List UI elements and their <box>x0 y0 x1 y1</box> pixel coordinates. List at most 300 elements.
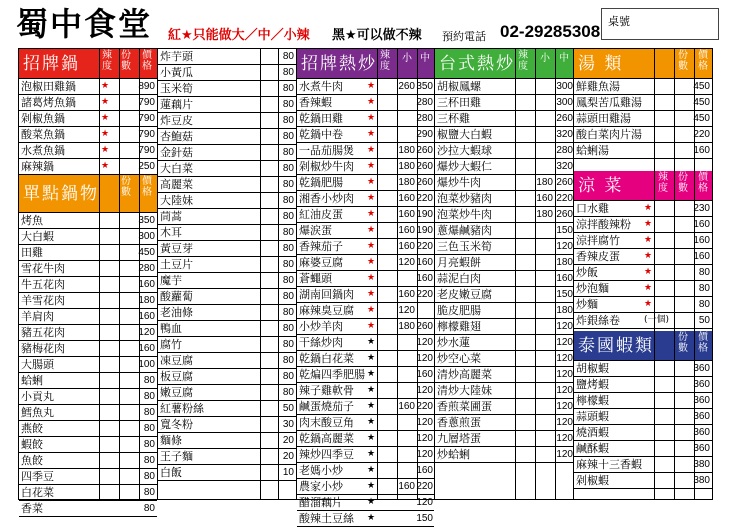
menu-item[interactable] <box>297 111 434 127</box>
item-name: 白花菜 <box>21 486 54 499</box>
price-small <box>395 335 417 350</box>
menu-item[interactable] <box>19 437 157 453</box>
item-name: 豬五花肉 <box>21 326 65 339</box>
spicy-star-black: ★ <box>367 417 376 427</box>
item-name: 炒蛤蜊 <box>437 448 470 461</box>
menu-item[interactable] <box>435 303 573 319</box>
price-small <box>395 463 417 478</box>
item-price: 80 <box>282 259 294 270</box>
price-small <box>533 319 555 334</box>
menu-item[interactable] <box>574 473 712 489</box>
price-medium: 280 <box>416 97 433 108</box>
menu-item[interactable] <box>158 177 296 193</box>
menu-item[interactable] <box>297 495 434 511</box>
price-small: 180 <box>398 321 415 332</box>
item-price: 220 <box>693 129 710 140</box>
menu-item[interactable] <box>158 465 296 481</box>
menu-item[interactable] <box>574 313 712 329</box>
small-header: 小 <box>402 53 412 64</box>
price-small <box>395 495 417 510</box>
menu-item[interactable] <box>158 449 296 465</box>
price-medium: 260 <box>556 177 573 188</box>
menu-item[interactable] <box>297 79 434 95</box>
item-price: 80 <box>282 307 294 318</box>
spicy-header: 辣度 <box>102 50 112 72</box>
price-medium: 120 <box>416 417 433 428</box>
price-medium: 180 <box>556 305 573 316</box>
menu-item[interactable] <box>297 431 434 447</box>
item-name: 脆皮肥腸 <box>437 304 481 317</box>
menu-item[interactable] <box>574 393 712 409</box>
menu-item[interactable] <box>574 233 712 249</box>
menu-item[interactable] <box>297 399 434 415</box>
spicy-star-black: ★ <box>367 337 376 347</box>
menu-item[interactable] <box>435 287 573 303</box>
menu-item[interactable] <box>19 293 157 309</box>
item-name: 香辣皮蛋 <box>576 250 620 263</box>
menu-item[interactable] <box>435 431 573 447</box>
menu-item[interactable] <box>574 95 712 111</box>
spicy-star: ★ <box>101 145 110 155</box>
menu-item[interactable] <box>435 175 573 191</box>
item-price: 360 <box>693 427 710 438</box>
price-medium: 260 <box>556 209 573 220</box>
menu-item[interactable] <box>19 501 157 517</box>
item-price: 80 <box>282 387 294 398</box>
menu-item[interactable] <box>435 111 573 127</box>
price-small <box>395 95 417 110</box>
menu-item[interactable] <box>574 457 712 473</box>
item-name: 腐竹 <box>160 338 182 351</box>
price-small: 160 <box>398 193 415 204</box>
column-divider <box>99 49 100 499</box>
menu-item[interactable] <box>574 377 712 393</box>
item-name: 木耳 <box>160 226 182 239</box>
item-name: 麻辣臭豆腐 <box>299 304 354 317</box>
menu-item[interactable] <box>297 303 434 319</box>
column-divider <box>654 49 655 499</box>
menu-item[interactable] <box>158 369 296 385</box>
item-name: 燒酒蝦 <box>576 426 609 439</box>
item-name: 豬梅花肉 <box>21 342 65 355</box>
menu-item[interactable] <box>158 305 296 321</box>
price-medium: 220 <box>416 193 433 204</box>
price-medium: 120 <box>556 449 573 460</box>
menu-item[interactable] <box>158 417 296 433</box>
menu-item[interactable] <box>19 261 157 277</box>
menu-item[interactable] <box>19 389 157 405</box>
price-medium: 220 <box>416 401 433 412</box>
spicy-star: ★ <box>101 129 110 139</box>
spicy-star-black: ★ <box>367 465 376 475</box>
menu-item[interactable] <box>158 433 296 449</box>
price-medium: 120 <box>416 433 433 444</box>
menu-item[interactable] <box>297 511 434 527</box>
menu-item[interactable] <box>574 265 712 281</box>
price-small <box>533 159 555 174</box>
price-header: 價格 <box>698 50 708 72</box>
spicy-star-red: ★ <box>367 321 376 331</box>
menu-item[interactable] <box>297 127 434 143</box>
price-medium: 220 <box>416 289 433 300</box>
column-divider <box>139 49 140 499</box>
menu-item[interactable] <box>297 255 434 271</box>
item-name: 老媽小炒 <box>299 464 343 477</box>
menu-item[interactable] <box>19 127 157 143</box>
spicy-header: 辣度 <box>518 50 528 72</box>
menu-item[interactable] <box>158 401 296 417</box>
menu-item[interactable] <box>574 127 712 143</box>
item-name: 土豆片 <box>160 258 193 271</box>
menu-item[interactable] <box>297 143 434 159</box>
spicy-star-black: ★ <box>367 401 376 411</box>
spicy-star-black: ★ <box>367 353 376 363</box>
item-name: 炒飯 <box>576 266 598 279</box>
menu-item[interactable] <box>435 207 573 223</box>
item-price: 80 <box>143 391 155 402</box>
spicy-note-black: 黑★可以做不辣 <box>332 28 422 43</box>
item-price: 80 <box>143 423 155 434</box>
menu-item[interactable] <box>158 65 296 81</box>
item-price: 80 <box>698 283 710 294</box>
item-price: 20 <box>282 451 294 462</box>
menu-item[interactable] <box>19 245 157 261</box>
menu-item[interactable] <box>158 385 296 401</box>
item-name: 老皮嫩豆腐 <box>437 288 492 301</box>
menu-item[interactable] <box>297 271 434 287</box>
menu-item[interactable] <box>297 351 434 367</box>
item-name: 炒水蓮 <box>437 336 470 349</box>
menu-item[interactable] <box>158 321 296 337</box>
menu-item[interactable] <box>435 79 573 95</box>
menu-item[interactable] <box>158 209 296 225</box>
menu-item[interactable] <box>574 249 712 265</box>
menu-item[interactable] <box>574 143 712 159</box>
menu-item[interactable] <box>297 383 434 399</box>
item-name: 口水雞 <box>576 202 609 215</box>
item-name: 沙拉大蝦球 <box>437 144 492 157</box>
menu-item[interactable] <box>19 469 157 485</box>
item-price: 230 <box>693 203 710 214</box>
menu-item[interactable] <box>297 159 434 175</box>
menu-item[interactable] <box>158 337 296 353</box>
price-small <box>533 223 555 238</box>
menu-item[interactable] <box>297 367 434 383</box>
spicy-star: ★ <box>101 97 110 107</box>
item-price: 80 <box>282 243 294 254</box>
menu-item[interactable] <box>158 273 296 289</box>
menu-item[interactable] <box>435 191 573 207</box>
item-price: 160 <box>138 279 155 290</box>
spicy-star-red: ★ <box>367 209 376 219</box>
item-name: 蛤蜊湯 <box>576 144 609 157</box>
menu-item[interactable] <box>297 319 434 335</box>
spicy-star: ★ <box>644 235 653 245</box>
item-name: 三色玉米筍 <box>437 240 492 253</box>
item-price: 160 <box>693 235 710 246</box>
item-name: 大白菜 <box>160 162 193 175</box>
menu-item[interactable] <box>19 229 157 245</box>
menu-item[interactable] <box>19 485 157 501</box>
menu-item[interactable] <box>19 277 157 293</box>
menu-item[interactable] <box>19 111 157 127</box>
portion-header: 份數 <box>678 172 688 194</box>
price-medium: 190 <box>416 225 433 236</box>
menu-item[interactable] <box>158 289 296 305</box>
item-price: 80 <box>282 355 294 366</box>
menu-item[interactable] <box>435 319 573 335</box>
menu-item[interactable] <box>435 399 573 415</box>
item-name: 炒空心菜 <box>437 352 481 365</box>
section-cold-dishes-title: 涼 菜 <box>578 176 624 196</box>
item-name: 王子麵 <box>160 450 193 463</box>
menu-item[interactable] <box>297 95 434 111</box>
item-name: 大白蝦 <box>21 230 54 243</box>
price-small: 120 <box>398 305 415 316</box>
item-price: 80 <box>282 179 294 190</box>
price-medium: 150 <box>416 513 433 524</box>
menu-item[interactable] <box>19 213 157 229</box>
menu-item[interactable] <box>435 271 573 287</box>
spicy-star-red: ★ <box>367 225 376 235</box>
item-name: 鴨血 <box>160 322 182 335</box>
menu-item[interactable] <box>19 453 157 469</box>
price-medium: 120 <box>556 433 573 444</box>
price-medium: 260 <box>416 321 433 332</box>
item-name: 九層塔蛋 <box>437 432 481 445</box>
item-name: 板豆腐 <box>160 370 193 383</box>
menu-item[interactable] <box>574 361 712 377</box>
price-small <box>533 239 555 254</box>
spicy-star-red: ★ <box>367 289 376 299</box>
item-price: 80 <box>282 147 294 158</box>
price-medium: 180 <box>556 257 573 268</box>
spicy-star-black: ★ <box>367 497 376 507</box>
section-thai-shrimp-title: 泰國蝦類 <box>578 336 654 356</box>
price-medium: 120 <box>416 449 433 460</box>
menu-item[interactable] <box>158 193 296 209</box>
column-hotpot <box>18 48 158 515</box>
menu-item[interactable] <box>19 309 157 325</box>
item-price: 450 <box>693 81 710 92</box>
menu-item[interactable] <box>158 353 296 369</box>
menu-item[interactable] <box>574 425 712 441</box>
price-medium: 120 <box>556 353 573 364</box>
price-medium: 320 <box>556 129 573 140</box>
spicy-star-black: ★ <box>367 449 376 459</box>
item-name: 剁椒炒牛肉 <box>299 160 354 173</box>
price-small <box>533 127 555 142</box>
item-price: 380 <box>693 475 710 486</box>
price-small <box>533 431 555 446</box>
price-small <box>395 271 417 286</box>
spicy-star-black: ★ <box>367 513 376 523</box>
price-medium: 350 <box>416 81 433 92</box>
item-name: 魔芋 <box>160 274 182 287</box>
menu-item[interactable] <box>297 239 434 255</box>
menu-item[interactable] <box>297 191 434 207</box>
item-price: 80 <box>143 471 155 482</box>
menu-item[interactable] <box>297 447 434 463</box>
menu-item[interactable] <box>435 415 573 431</box>
menu-item[interactable] <box>435 143 573 159</box>
menu-item[interactable] <box>435 159 573 175</box>
price-small <box>395 351 417 366</box>
item-name: 香辣蝦 <box>299 96 332 109</box>
price-small: 160 <box>398 209 415 220</box>
price-medium: 320 <box>556 161 573 172</box>
item-name: 白飯 <box>160 466 182 479</box>
price-medium: 260 <box>556 113 573 124</box>
item-price: 80 <box>143 375 155 386</box>
item-price: 350 <box>138 215 155 226</box>
item-name: 黃豆芽 <box>160 242 193 255</box>
item-name: 農家小炒 <box>299 480 343 493</box>
menu-item[interactable] <box>435 335 573 351</box>
item-name: 鮮雞魚湯 <box>576 80 620 93</box>
menu-item[interactable] <box>435 127 573 143</box>
item-name: 乾鍋中卷 <box>299 128 343 141</box>
menu-item[interactable] <box>574 281 712 297</box>
menu-item[interactable] <box>297 415 434 431</box>
menu-item[interactable] <box>435 367 573 383</box>
item-name: 爆炒大蝦仁 <box>437 160 492 173</box>
menu-item[interactable] <box>574 409 712 425</box>
item-price: 80 <box>282 83 294 94</box>
menu-item[interactable] <box>19 325 157 341</box>
spicy-star-red: ★ <box>367 81 376 91</box>
menu-item[interactable] <box>19 95 157 111</box>
section-signature-hotpot-title: 招牌鍋 <box>23 54 80 74</box>
price-small: 160 <box>398 401 415 412</box>
menu-item[interactable] <box>158 129 296 145</box>
price-small <box>533 335 555 350</box>
menu-item[interactable] <box>574 79 712 95</box>
price-small <box>395 511 417 526</box>
price-medium: 280 <box>416 113 433 124</box>
menu-item[interactable] <box>297 223 434 239</box>
menu-item[interactable] <box>297 479 434 495</box>
portion-header: 份數 <box>121 176 131 198</box>
menu-item[interactable] <box>297 287 434 303</box>
price-small <box>533 367 555 382</box>
price-header: 價格 <box>698 172 708 194</box>
menu-item[interactable] <box>158 97 296 113</box>
price-medium <box>415 303 435 318</box>
item-name: 涼拌酸辣粉 <box>576 218 631 231</box>
item-name: 乾鍋肥腸 <box>299 176 343 189</box>
price-small <box>533 447 555 462</box>
item-name: 涼拌腐竹 <box>576 234 620 247</box>
item-name: 麵條 <box>160 434 182 447</box>
menu-item[interactable] <box>435 383 573 399</box>
menu-item[interactable] <box>435 223 573 239</box>
spicy-star-red: ★ <box>367 97 376 107</box>
table-number-field[interactable]: 桌號 <box>601 8 719 40</box>
item-name: 乾鍋白花菜 <box>299 352 354 365</box>
item-name: 三杯雞 <box>437 112 470 125</box>
menu-item[interactable] <box>19 159 157 175</box>
menu-item[interactable] <box>574 111 712 127</box>
spicy-star: ★ <box>644 251 653 261</box>
column-divider <box>555 49 556 499</box>
menu-item[interactable] <box>158 49 296 65</box>
menu-item[interactable] <box>19 421 157 437</box>
menu-item[interactable] <box>158 241 296 257</box>
price-small <box>533 95 555 110</box>
price-medium: 300 <box>556 81 573 92</box>
menu-item[interactable] <box>574 441 712 457</box>
menu-item[interactable] <box>158 257 296 273</box>
section-soup-title: 湯 類 <box>578 54 624 74</box>
column-divider <box>119 49 120 499</box>
menu-item[interactable] <box>297 207 434 223</box>
menu-item[interactable] <box>435 351 573 367</box>
item-name: 田雞 <box>21 246 43 259</box>
item-name: 剁椒魚鍋 <box>21 112 65 125</box>
price-small <box>395 431 417 446</box>
item-name: 雪花牛肉 <box>21 262 65 275</box>
portion-header: 份數 <box>678 50 688 72</box>
menu-item[interactable] <box>297 175 434 191</box>
menu-item[interactable] <box>574 201 712 217</box>
price-medium: 150 <box>556 225 573 236</box>
restaurant-logo: 蜀中食堂 <box>16 5 153 43</box>
item-price: 160 <box>693 251 710 262</box>
menu-item[interactable] <box>435 255 573 271</box>
menu-item[interactable] <box>19 405 157 421</box>
column-divider <box>377 49 378 499</box>
menu-item[interactable] <box>435 447 573 463</box>
price-medium: 120 <box>556 417 573 428</box>
item-name: 蒜頭蝦 <box>576 410 609 423</box>
price-small <box>533 383 555 398</box>
menu-item[interactable] <box>297 335 434 351</box>
menu-item[interactable] <box>435 95 573 111</box>
price-small <box>395 111 417 126</box>
menu-item[interactable] <box>19 79 157 95</box>
menu-item[interactable] <box>19 341 157 357</box>
column-hotpot-sides <box>157 48 297 500</box>
menu-item[interactable] <box>158 113 296 129</box>
item-price: 790 <box>138 97 155 108</box>
item-price: 80 <box>282 323 294 334</box>
price-medium: 260 <box>416 145 433 156</box>
menu-item[interactable] <box>574 217 712 233</box>
menu-item[interactable] <box>19 357 157 373</box>
item-name: 泡椒田雞鍋 <box>21 80 76 93</box>
menu-item[interactable] <box>158 161 296 177</box>
menu-item[interactable] <box>158 81 296 97</box>
menu-item[interactable] <box>158 145 296 161</box>
spicy-star: ★ <box>644 219 653 229</box>
item-name: 乾鍋高麗菜 <box>299 432 354 445</box>
price-medium: 220 <box>416 241 433 252</box>
menu-item[interactable] <box>297 463 434 479</box>
menu-item[interactable] <box>19 373 157 389</box>
item-price: 80 <box>143 407 155 418</box>
item-name: 清炒大陸妹 <box>437 384 492 397</box>
item-name: 蔥爆鹹豬肉 <box>437 224 492 237</box>
menu-item[interactable] <box>19 143 157 159</box>
spicy-star-red: ★ <box>367 129 376 139</box>
price-medium: 150 <box>556 289 573 300</box>
menu-item[interactable] <box>158 225 296 241</box>
menu-item[interactable] <box>574 297 712 313</box>
item-name: 凍豆腐 <box>160 354 193 367</box>
section-soup <box>574 49 712 79</box>
menu-item[interactable] <box>435 239 573 255</box>
